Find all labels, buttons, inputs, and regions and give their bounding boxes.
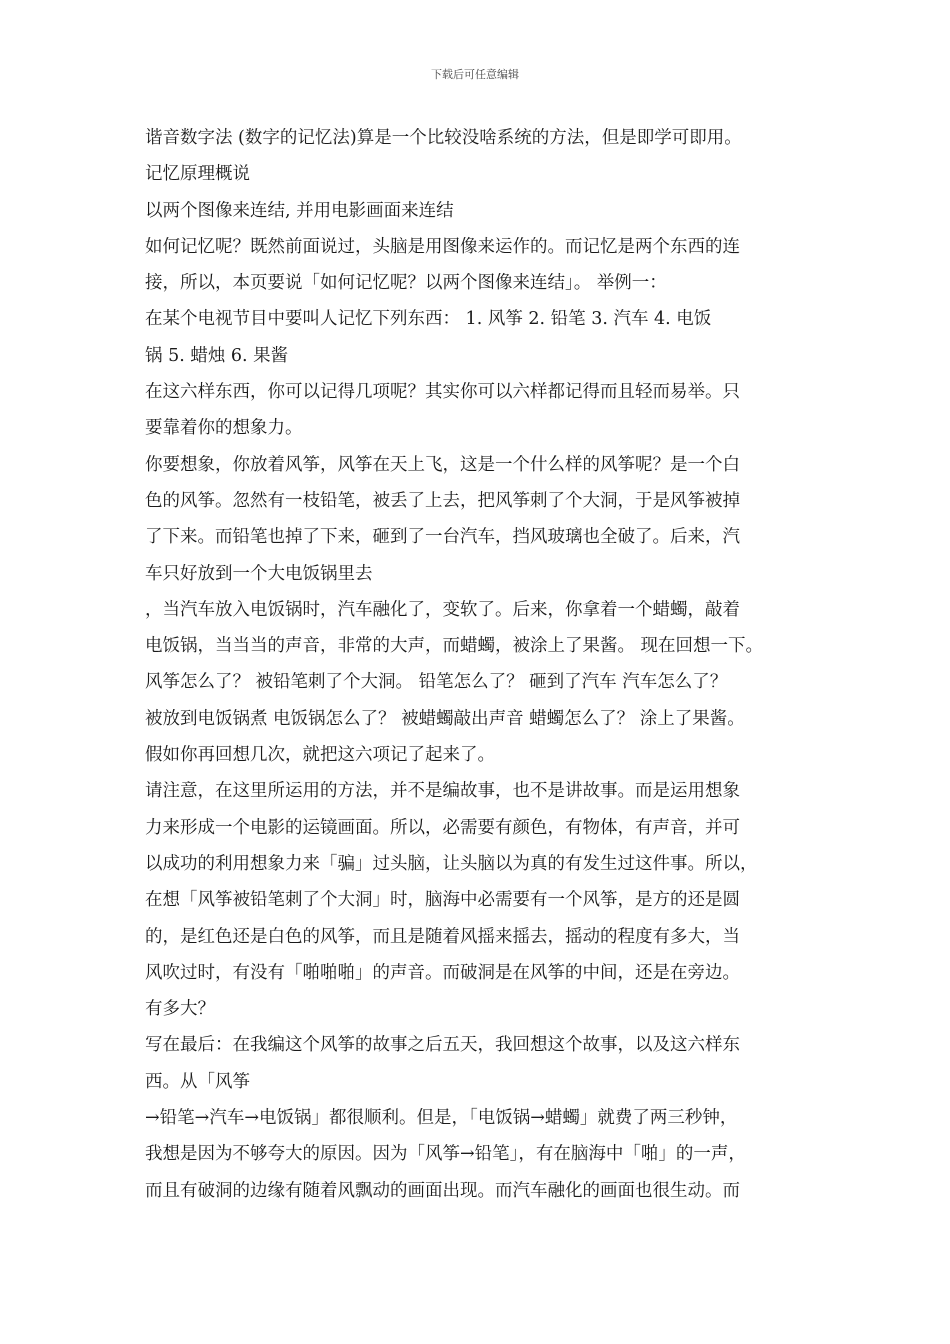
text-line: 写在最后：在我编这个风筝的故事之后五天，我回想这个故事，以及这六样东 [145,1035,740,1056]
text-line: 在这六样东西，你可以记得几项呢？其实你可以六样都记得而且轻而易举。只 [145,382,740,403]
text-line: 在想「风筝被铅笔刺了个大洞」时，脑海中必需要有一个风筝，是方的还是圆 [145,890,740,911]
text-line: 你要想象，你放着风筝，风筝在天上飞，这是一个什么样的风筝呢？是一个白 [145,454,740,475]
text-line: 接，所以，本页要说「如何记忆呢？以两个图像来连结」。 举例一： [145,273,667,294]
text-line: 在某个电视节目中要叫人记忆下列东西： 1. 风筝 2. 铅笔 3. 汽车 4. 电饭 [145,309,712,330]
text-line: 我想是因为不够夸大的原因。因为「风筝→铅笔」，有在脑海中「啪」的一声， [145,1144,746,1165]
text-line: 力来形成一个电影的运镜画面。所以，必需要有颜色，有物体，有声音，并可 [145,817,740,838]
text-line: 如何记忆呢？既然前面说过，头脑是用图像来运作的。而记忆是两个东西的连 [145,236,740,257]
page-header: 下载后可任意编辑 [431,68,519,81]
text-line: 风吹过时，有没有「啪啪啪」的声音。而破洞是在风筝的中间，还是在旁边。 [145,962,740,983]
text-line: 色的风筝。忽然有一枝铅笔，被丢了上去，把风筝刺了个大洞，于是风筝被掉 [145,490,740,511]
text-line: 以两个图像来连结, 并用电影画面来连结 [145,200,454,221]
text-line: 车只好放到一个大电饭锅里去 [145,563,373,584]
document-body [145,120,815,1209]
text-line: 谐音数字法 (数字的记忆法)算是一个比较没啥系统的方法，但是即学可即用。 [145,128,742,148]
text-line: 被放到电饭锅煮 电饭锅怎么了？ 被蜡蠋敲出声音 蜡蠋怎么了？ 涂上了果酱。 [145,708,745,729]
text-line: 请注意，在这里所运用的方法，并不是编故事，也不是讲故事。而是运用想象 [145,781,740,802]
text-line: 风筝怎么了？ 被铅笔刺了个大洞。 铅笔怎么了？ 砸到了汽车 汽车怎么了？ [145,672,728,693]
text-line: 电饭锅，当当当的声音，非常的大声，而蜡蠋，被涂上了果酱。 现在回想一下。 [145,636,764,657]
text-line: 锅 5. 蜡烛 6. 果酱 [145,345,289,366]
text-line: 西。从「风筝 [145,1071,250,1092]
text-line: 有多大？ [145,999,215,1020]
text-line: 以成功的利用想象力来「骗」过头脑，让头脑以为真的有发生过这件事。所以， [145,853,758,874]
text-line: 要靠着你的想象力。 [145,418,303,439]
text-line: 记忆原理概说 [145,164,250,185]
text-line: 假如你再回想几次，就把这六项记了起来了。 [145,745,495,766]
text-line: 而且有破洞的边缘有随着风飘动的画面出现。而汽车融化的画面也很生动。而 [145,1180,740,1201]
text-line: 了下来。而铅笔也掉了下来，砸到了一台汽车，挡风玻璃也全破了。后来，汽 [145,527,740,548]
text-line: 的，是红色还是白色的风筝，而且是随着风摇来摇去，摇动的程度有多大，当 [145,926,740,947]
text-line: ，当汽车放入电饭锅时，汽车融化了，变软了。后来，你拿着一个蜡蠋，敲着 [145,599,740,620]
text-line: →铅笔→汽车→电饭锅」都很顺利。但是，「电饭锅→蜡蠋」就费了两三秒钟， [145,1108,738,1129]
